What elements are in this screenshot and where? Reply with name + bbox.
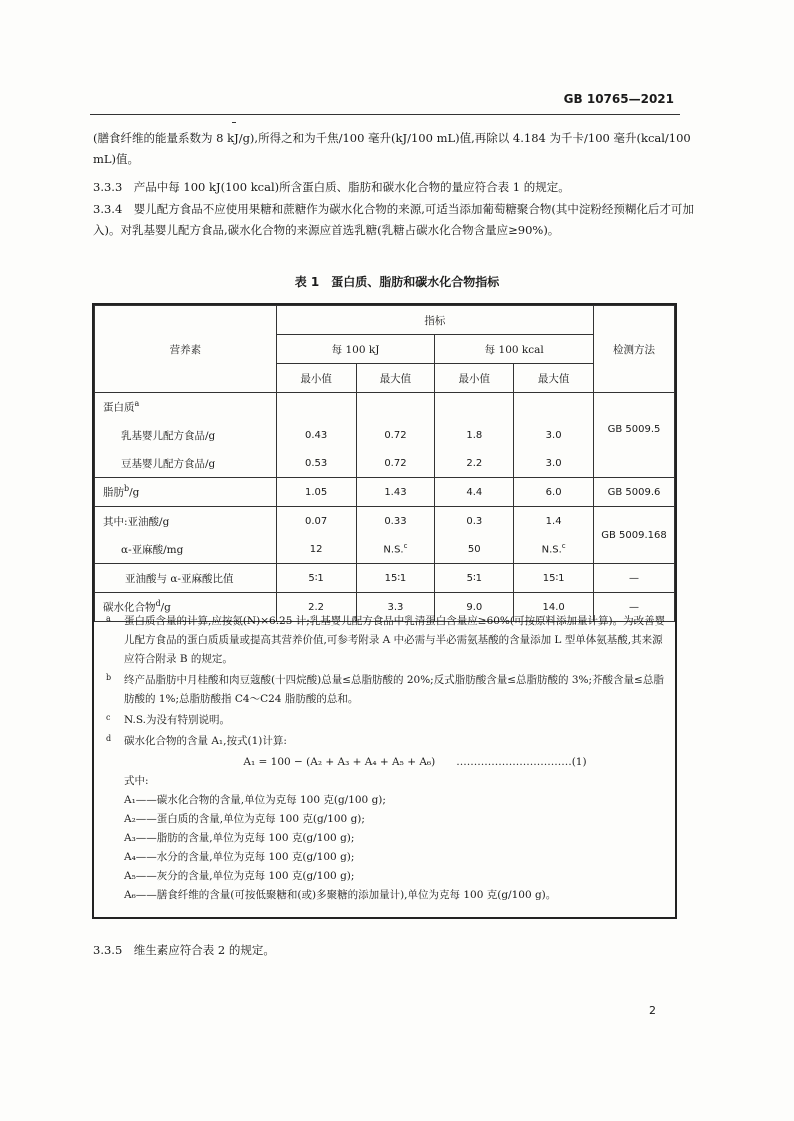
table-row xyxy=(95,449,675,478)
cell: 1.05 xyxy=(276,478,356,507)
cell-method: GB 5009.5 xyxy=(594,421,675,478)
row-label-ratio: 亚油酸与 α-亚麻酸比值 xyxy=(95,564,277,593)
table-row xyxy=(95,393,675,422)
header-rule xyxy=(90,114,680,115)
formula-def: A₃——脂肪的含量,单位为克每 100 克(g/100 g); xyxy=(124,832,355,844)
header-min: 最小值 xyxy=(435,364,514,393)
row-label-protein: 蛋白质$^a$ xyxy=(95,393,277,422)
cell: 0.3 xyxy=(435,507,514,536)
header-index: 指标 xyxy=(276,306,593,335)
cell: 1.4 xyxy=(514,507,594,536)
paragraph-3-3-5: 3.3.5 维生素应符合表 2 的规定。 xyxy=(93,943,275,957)
table-row xyxy=(95,478,675,507)
formula-def: A₂——蛋白质的含量,单位为克每 100 克(g/100 g); xyxy=(124,813,365,825)
note-c: c N.S.为没有特别说明。 xyxy=(106,713,231,726)
row-label-carb: 碳水化合物$^d$/g xyxy=(95,593,277,622)
table-row xyxy=(95,421,675,449)
formula-def: A₅——灰分的含量,单位为克每 100 克(g/100 g); xyxy=(124,870,355,882)
header-per-100kcal: 每 100 kcal xyxy=(435,335,594,364)
cell: 0.33 xyxy=(356,507,435,536)
row-label-la: 其中:亚油酸/g xyxy=(95,507,277,536)
row-label-milk: 乳基婴儿配方食品/g xyxy=(95,421,277,449)
formula-def: A₄——水分的含量,单位为克每 100 克(g/100 g); xyxy=(124,851,355,863)
standard-number: GB 10765—2021 xyxy=(563,92,674,106)
cell: 1.8 xyxy=(435,421,514,449)
cell-method: GB 5009.6 xyxy=(594,478,675,507)
cell: 12 xyxy=(276,535,356,564)
cell: N.S.$^c$ xyxy=(514,535,594,564)
cell: 0.53 xyxy=(276,449,356,478)
row-label-ala: α-亚麻酸/mg xyxy=(95,535,277,564)
cell: N.S.$^c$ xyxy=(356,535,435,564)
header-min: 最小值 xyxy=(276,364,356,393)
cell: 2.2 xyxy=(276,593,356,622)
header-per-100kj: 每 100 kJ xyxy=(276,335,435,364)
page-number: 2 xyxy=(649,1004,656,1017)
cell: 5∶1 xyxy=(435,564,514,593)
cell: 50 xyxy=(435,535,514,564)
note-b: b 终产品脂肪中月桂酸和肉豆蔻酸(十四烷酸)总量≤总脂肪酸的 20%;反式脂肪酸含量≤总脂肪酸的 3%;芥酸含量≤总脂肪酸的 1%;总脂肪酸指 C4～C24 脂肪酸的总和。 xyxy=(106,673,664,705)
table-row xyxy=(95,564,675,593)
note-a: a 蛋白质含量的计算,应按氮(N)×6.25 计;乳基婴儿配方食品中乳清蛋白含量应≥60%(可按原料添加量计算)。为改善婴儿配方食品的蛋白质质量或提高其营养价值,可参考附录 A 中必需与半必需氨基酸的含量添加 L 型单体氨基酸,其来源应符合附录 B 的规定。 xyxy=(106,614,666,665)
table-notes xyxy=(100,612,670,905)
nutrient-table xyxy=(94,305,675,622)
row-label-fat: 脂肪$^b$/g xyxy=(95,478,277,507)
cell: 2.2 xyxy=(435,449,514,478)
cell: 5∶1 xyxy=(276,564,356,593)
cell: 6.0 xyxy=(514,478,594,507)
cell-method: GB 5009.168 xyxy=(594,507,675,564)
header-max: 最大值 xyxy=(356,364,435,393)
header-nutrient: 营养素 xyxy=(95,306,277,393)
paragraph-3-3-3: 3.3.3 产品中每 100 kJ(100 kcal)所含蛋白质、脂肪和碳水化合物的量应符合表 1 的规定。 xyxy=(93,180,570,194)
formula-def: A₁——碳水化合物的含量,单位为克每 100 克(g/100 g); xyxy=(124,794,386,806)
cell: 3.0 xyxy=(514,421,594,449)
cell-method: — xyxy=(594,564,675,593)
cell: 15∶1 xyxy=(514,564,594,593)
cell: 3.3 xyxy=(356,593,435,622)
table-row xyxy=(95,535,675,564)
table-row xyxy=(95,507,675,536)
scan-mark xyxy=(232,122,236,123)
cell: 3.0 xyxy=(514,449,594,478)
row-label-soy: 豆基婴儿配方食品/g xyxy=(95,449,277,478)
formula-where: 式中: xyxy=(124,775,149,787)
header-method: 检测方法 xyxy=(594,306,675,393)
cell: 4.4 xyxy=(435,478,514,507)
table-title: 表 1 蛋白质、脂肪和碳水化合物指标 xyxy=(294,275,500,289)
cell: 0.43 xyxy=(276,421,356,449)
formula-1: A₁ = 100 − (A₂ + A₃ + A₄ + A₅ + A₆) ……………………………(1) xyxy=(243,756,587,768)
cell: 9.0 xyxy=(435,593,514,622)
header-max: 最大值 xyxy=(514,364,594,393)
paragraph-energy-calc: (膳食纤维的能量系数为 8 kJ/g),所得之和为千焦/100 毫升(kJ/100 mL)值,再除以 4.184 为千卡/100 毫升(kcal/100 mL)值。 xyxy=(93,131,691,166)
cell-method: — xyxy=(594,593,675,622)
cell: 0.07 xyxy=(276,507,356,536)
cell: 14.0 xyxy=(514,593,594,622)
formula-def: A₆——膳食纤维的含量(可按低聚糖和(或)多聚糖的添加量计),单位为克每 100 克(g/100 g)。 xyxy=(124,889,557,901)
note-d: d 碳水化合物的含量 A₁,按式(1)计算: xyxy=(106,734,287,747)
cell: 0.72 xyxy=(356,421,435,449)
cell: 1.43 xyxy=(356,478,435,507)
cell: 0.72 xyxy=(356,449,435,478)
paragraph-3-3-4: 3.3.4 婴儿配方食品不应使用果糖和蔗糖作为碳水化合物的来源,可适当添加葡萄糖聚合物(其中淀粉经预糊化后才可加入)。对乳基婴儿配方食品,碳水化合物的来源应首选乳糖(乳糖占碳水化合物含量应≥90%)。 xyxy=(93,202,694,237)
cell: 15∶1 xyxy=(356,564,435,593)
